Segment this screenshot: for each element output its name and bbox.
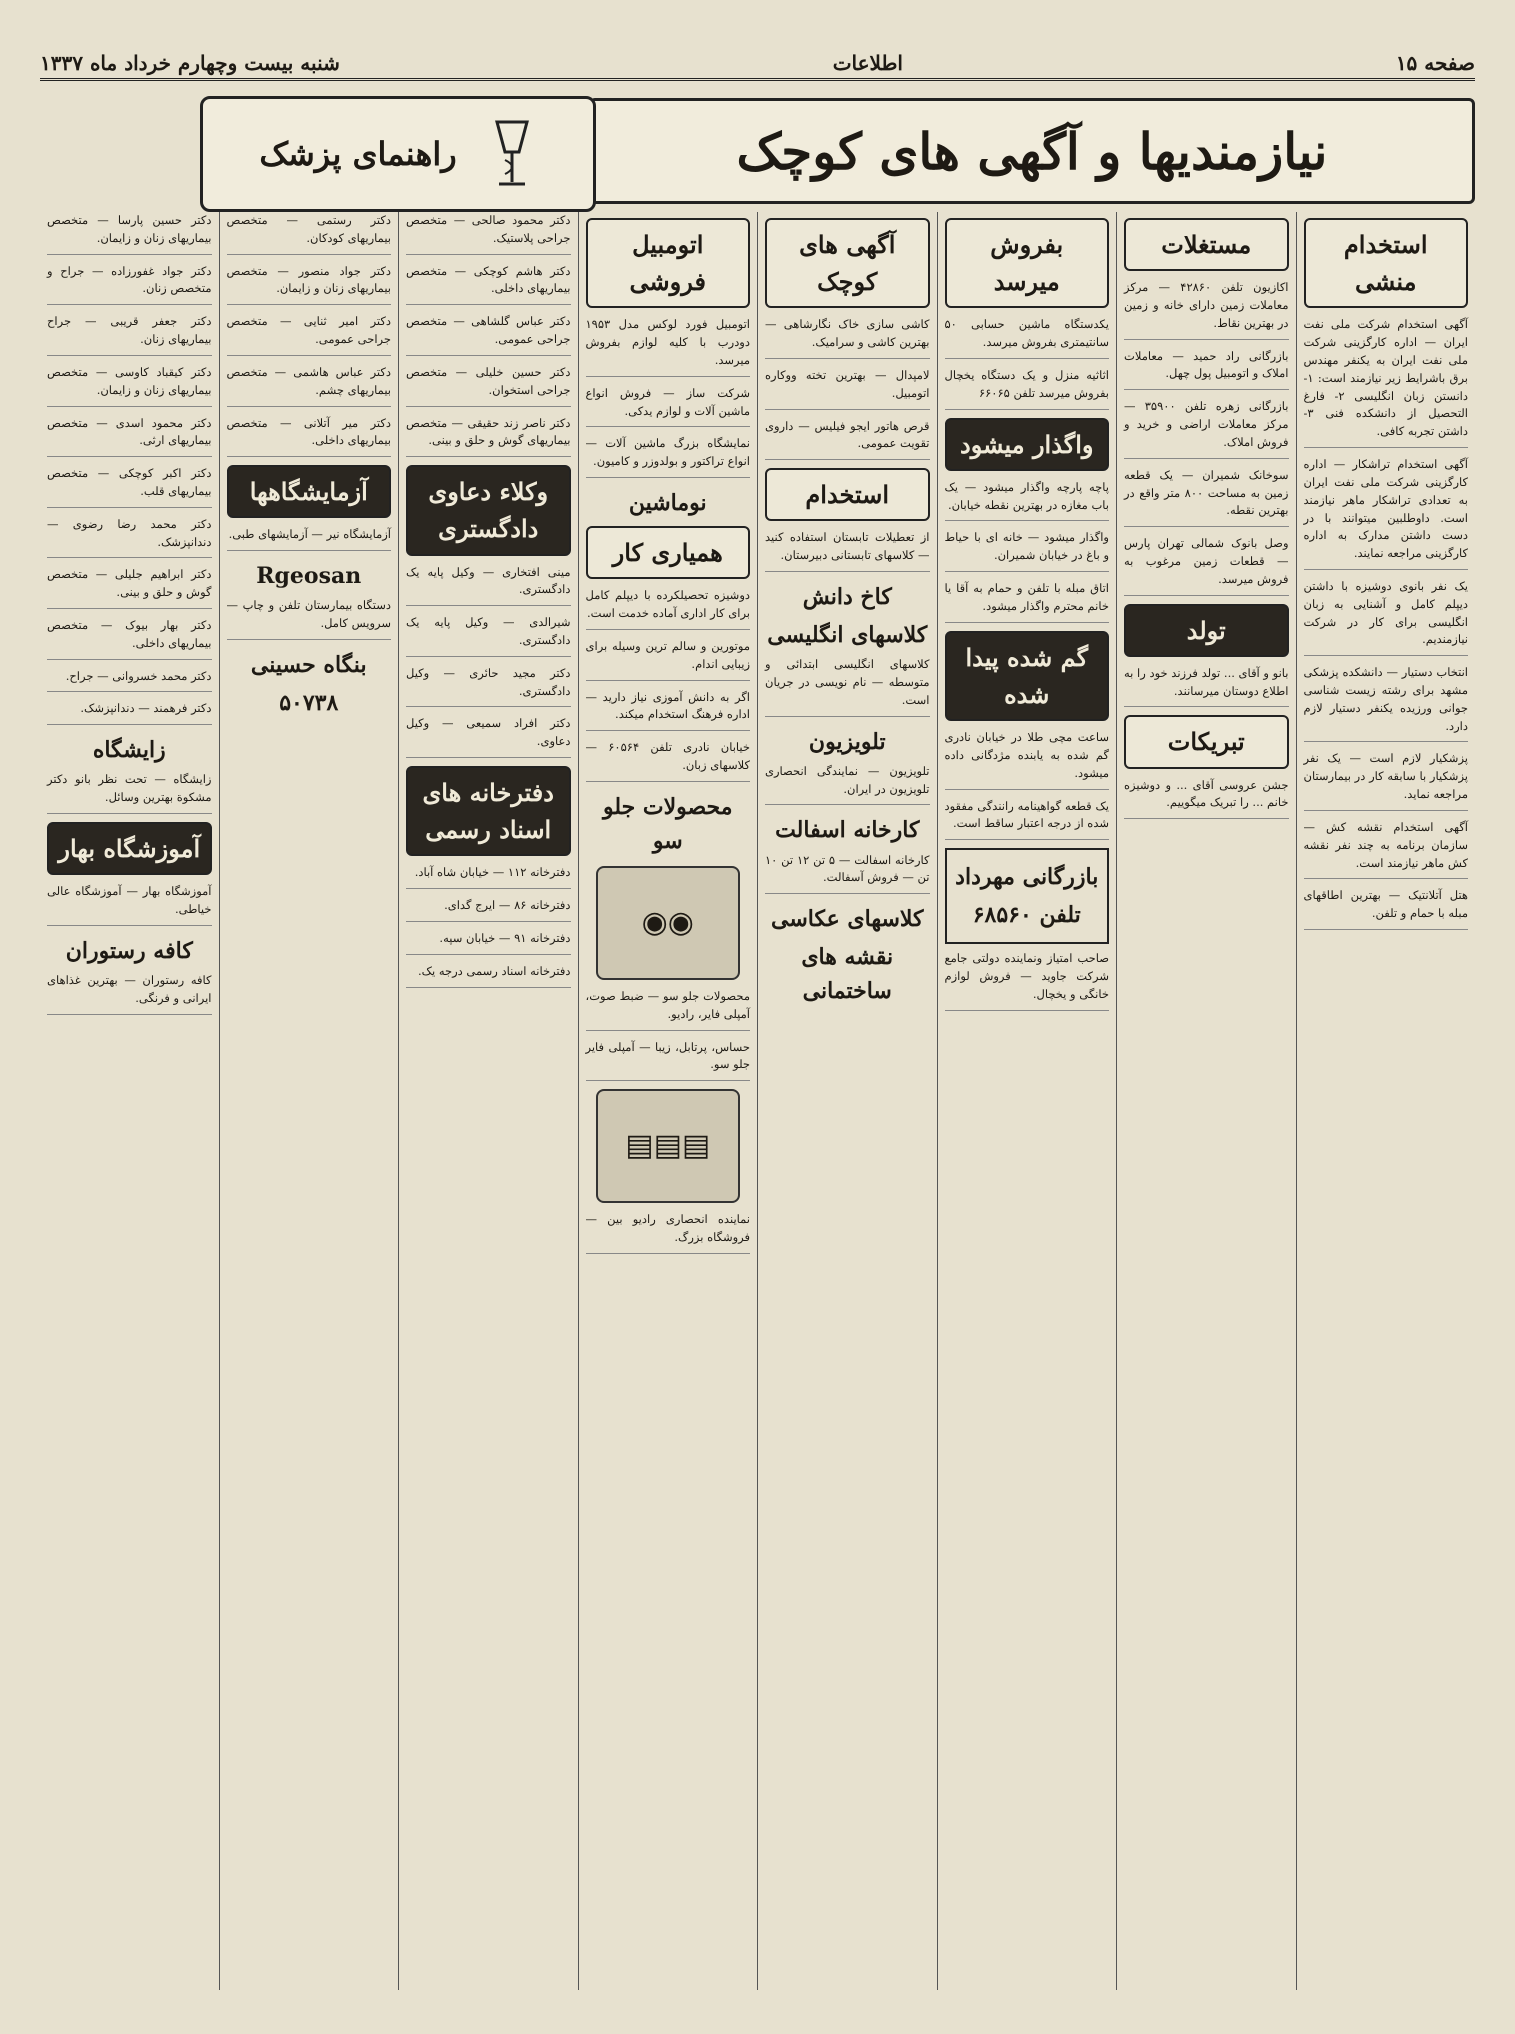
ad-item: آموزشگاه بهار — آموزشگاه عالی خیاطی. (47, 883, 212, 926)
ad-item: پاچه پارچه واگذار میشود — یک باب مغازه در بهترین نقطه خیابان. (945, 479, 1110, 522)
column-5 (578, 212, 758, 1990)
ad-item: دکتر جواد غفورزاده — جراح و متخصص زنان. (47, 263, 212, 306)
ad-item: محصولات جلو سو — ضبط صوت، آمپلی فایر، رادیو. (586, 988, 751, 1031)
ad-item: دفترخانه ۸۶ — ایرج گدای. (406, 897, 571, 922)
section-vakil: وکلاء دعاوی دادگستری (406, 465, 571, 555)
photo-classes-title: کلاسهای عکاسی (770, 906, 924, 933)
radio-illustration (596, 1089, 741, 1203)
ad-item: آگهی استخدام شرکت ملی نفت ایران — اداره کارگزینی شرکت ملی نفت ایران به یکنفر مهندس برق باشرایط زیر نیازمند است: ۱- دانستن زبان انگلیسی ۲- فارغ التحصیل از دانشکده فنی ۳- داشتن تجربه کافی. (1304, 316, 1469, 448)
section-forush: بفروش میرسد (945, 218, 1110, 308)
ad-item: دکتر عباس گلشاهی — متخصص جراحی عمومی. (406, 313, 571, 356)
classifieds-banner (589, 98, 1475, 204)
ad-item: وصل بانوک شمالی تهران پارس — قطعات زمین مرغوب به فروش میرسد. (1124, 535, 1289, 595)
ad-item: دکتر جواد منصور — متخصص بیماریهای زنان و زایمان. (227, 263, 392, 306)
ad-item: پزشکیار لازم است — یک نفر پزشکیار با سابقه کار در بیمارستان مراجعه نماید. (1304, 750, 1469, 810)
column-4 (757, 212, 937, 1990)
building-maps-title: نقشه های ساختمانی (801, 944, 894, 1005)
columns (40, 212, 1475, 1990)
section-gomshode: گم شده پیدا شده (945, 631, 1110, 721)
medical-guide-box (200, 96, 596, 212)
column-8 (40, 212, 219, 1990)
ad-item: اگر به دانش آموزی نیاز دارید — اداره فرهنگ استخدام میکند. (586, 689, 751, 732)
ad-item: شیرالدی — وکیل پایه یک دادگستری. (406, 614, 571, 657)
banner-title: نیازمندیها و آگهی های کوچک (736, 121, 1328, 181)
ad-item: دوشیزه تحصیلکرده با دیپلم کامل برای کار اداری آماده خدمت است. (586, 587, 751, 630)
section-tavallod: تولد (1124, 604, 1289, 657)
ad-item: دکتر جعفر قریبی — جراح بیماریهای زنان. (47, 313, 212, 356)
ad-item: دکتر حسین خلیلی — متخصص جراحی استخوان. (406, 364, 571, 407)
section-agahi-kuchak: آگهی های کوچک (765, 218, 930, 308)
column-6 (398, 212, 578, 1990)
ad-item: دکتر بهار بیوک — متخصص بیماریهای داخلی. (47, 617, 212, 660)
ad-item: یک نفر بانوی دوشیزه با داشتن دیپلم کامل و آشنایی به زبان انگلیسی برای کار در شرکت نیازمندیم. (1304, 578, 1469, 656)
caduceus-icon (487, 112, 537, 196)
section-hamyari: همیاری کار (586, 526, 751, 579)
bazargani-phone: تلفن ۶۸۵۶۰ (972, 902, 1081, 929)
ad-item: دفترخانه ۱۱۲ — خیابان شاه آباد. (406, 864, 571, 889)
ad-item: آگهی استخدام تراشکار — اداره کارگزینی شرکت ملی نفت ایران به تعدادی تراشکار ماهر نیازمند است. داوطلبین میتوانند با در دست داشتن مدارک به اداره کارگزینی مراجعه نمایند. (1304, 456, 1469, 570)
section-azmayeshgah: آزمایشگاهها (227, 465, 392, 518)
ad-item: واگذار میشود — خانه ای با حیاط و باغ در خیابان شمیران. (945, 529, 1110, 572)
column-7 (219, 212, 399, 1990)
section-tabrik: تبریکات (1124, 715, 1289, 768)
english-classes-title: کلاسهای انگلیسی (767, 622, 928, 649)
ad-item: ساعت مچی طلا در خیابان نادری گم شده به یابنده مژدگانی داده میشود. (945, 729, 1110, 789)
ad-item: دکتر حسین پارسا — متخصص بیماریهای زنان و زایمان. (47, 212, 212, 255)
tape-recorder-icon: ◉◉ (641, 904, 694, 940)
ad-item: دکتر هاشم کوچکی — متخصص بیماریهای داخلی. (406, 263, 571, 306)
ad-item: یک قطعه گواهینامه رانندگی مفقود شده از درجه اعتبار ساقط است. (945, 798, 1110, 841)
section-mostaghelat: مستغلات (1124, 218, 1289, 271)
ad-item: هتل آتلانتیک — بهترین اطاقهای مبله با حمام و تلفن. (1304, 887, 1469, 930)
ad-item: دکتر فرهمند — دندانپزشک. (47, 700, 212, 725)
page-header (40, 48, 1475, 81)
ad-item: زایشگاه — تحت نظر بانو دکتر مشکوة بهترین وسائل. (47, 771, 212, 814)
ad-item: دکتر عباس هاشمی — متخصص بیماریهای چشم. (227, 364, 392, 407)
ad-item: اثاثیه منزل و یک دستگاه یخچال بفروش میرسد تلفن ۶۶۰۶۵ (945, 367, 1110, 410)
ad-item: دکتر ناصر زند حقیقی — متخصص بیماریهای گوش و حلق و بینی. (406, 415, 571, 458)
ad-item: بازرگانی زهره تلفن ۳۵۹۰۰ — مرکز معاملات اراضی و خرید و فروش املاک. (1124, 398, 1289, 458)
ad-item: دکتر مجید حائری — وکیل دادگستری. (406, 665, 571, 708)
ad-item: سوخانک شمیران — یک قطعه زمین به مساحت ۸۰۰ متر واقع در بهترین نقطه. (1124, 467, 1289, 527)
ad-item: موتورین و سالم ترین وسیله برای زیبایی اندام. (586, 638, 751, 681)
bazargani-name: بازرگانی مهرداد (955, 864, 1099, 891)
ad-item: کافه رستوران — بهترین غذاهای ایرانی و فرنگی. (47, 972, 212, 1015)
ad-item: نمایشگاه بزرگ ماشین آلات — انواع تراکتور و بولدوزر و کامیون. (586, 435, 751, 478)
ad-item: لامپدال — بهترین تخته ووکاره اتومبیل. (765, 367, 930, 410)
ad-item: دفترخانه اسناد رسمی درجه یک. (406, 963, 571, 988)
bank-title: بنگاه حسینی (250, 651, 367, 678)
radio-icon: ▤▤▤ (625, 1128, 711, 1164)
column-1 (1296, 212, 1476, 1990)
ad-item: حساس، پرتابل، زیبا — آمپلی فایر جلو سو. (586, 1039, 751, 1082)
ad-item: اکازیون تلفن ۴۲۸۶۰ — مرکز معاملات زمین دارای خانه و زمین در بهترین نقاط. (1124, 279, 1289, 339)
bazargani-box (945, 848, 1110, 944)
cafe-title: کافه رستوران (65, 937, 193, 964)
section-estekhdam-2: استخدام (765, 468, 930, 521)
jalusu-products-title: محصولات جلو سو (602, 793, 733, 854)
ad-item: کلاسهای انگلیسی ابتدائی و متوسطه — نام نویسی در جریان است. (765, 656, 930, 716)
ad-item: تلویزیون — نمایندگی انحصاری تلویزیون در ایران. (765, 763, 930, 806)
ad-item: کارخانه اسفالت — ۵ تن ۱۲ تن ۱۰ تن — فروش آسفالت. (765, 852, 930, 895)
section-estekhdam: استخدام منشی (1304, 218, 1469, 308)
ad-item: جشن عروسی آقای ... و دوشیزه خانم ... را تبریک میگوییم. (1124, 777, 1289, 820)
newspaper-name: اطلاعات (832, 51, 903, 75)
nomashin-title: نوماشین (628, 490, 707, 517)
ad-item: دکتر محمود صالحی — متخصص جراحی پلاستیک. (406, 212, 571, 255)
television-title: تلویزیون (808, 728, 886, 755)
ad-item: کاشی سازی خاک نگارشاهی — بهترین کاشی و سرامیک. (765, 316, 930, 359)
ad-item: انتخاب دستیار — دانشکده پزشکی مشهد برای رشته زیست شناسی جوانی ورزیده یکنفر دستیار لازم دارد. (1304, 664, 1469, 742)
ad-item: اتومبیل فورد لوکس مدل ۱۹۵۳ دودرب با کلیه لوازم بفروش میرسد. (586, 316, 751, 376)
ad-item: صاحب امتیاز ونماینده دولتی جامع شرکت جاوید — فروش لوازم خانگی و یخچال. (945, 950, 1110, 1010)
ad-item: اتاق مبله با تلفن و حمام به آقا یا خانم محترم واگذار میشود. (945, 580, 1110, 623)
ad-item: دکتر افراد سمیعی — وکیل دعاوی. (406, 715, 571, 758)
ad-item: دکتر رستمی — متخصص بیماریهای کودکان. (227, 212, 392, 255)
ad-item: شرکت ساز — فروش انواع ماشین آلات و لوازم یدکی. (586, 385, 751, 428)
ad-item: دکتر محمد خسروانی — جراح. (47, 668, 212, 693)
ad-item: مینی افتخاری — وکیل پایه یک دادگستری. (406, 564, 571, 607)
maternity-title: زایشگاه (92, 737, 166, 764)
ad-item: بانو و آقای ... تولد فرزند خود را به اطلاع دوستان میرسانند. (1124, 665, 1289, 708)
rgeosan-title: Rgeosan (256, 563, 362, 590)
medical-guide-title: راهنمای پزشک (259, 135, 457, 173)
column-2 (1116, 212, 1296, 1990)
ad-item: خیابان نادری تلفن ۶۰۵۶۴ — کلاسهای زبان. (586, 739, 751, 782)
ad-item: قرص هاتور ایجو فیلیس — داروی تقویت عمومی. (765, 418, 930, 461)
section-vagozari: واگذار میشود (945, 418, 1110, 471)
ad-item: دستگاه بیمارستان تلفن و چاپ — سرویس کامل. (227, 597, 392, 640)
ad-item: دکتر اکبر کوچکی — متخصص بیماریهای قلب. (47, 465, 212, 508)
ad-item: نماینده انحصاری رادیو بین — فروشگاه بزرگ. (586, 1211, 751, 1254)
ad-item: دکتر ابراهیم جلیلی — متخصص گوش و حلق و بینی. (47, 566, 212, 609)
tape-recorder-illustration (596, 866, 741, 980)
page-number: صفحه ۱۵ (1395, 51, 1475, 75)
ad-item: دکتر کیقباد کاوسی — متخصص بیماریهای زنان و زایمان. (47, 364, 212, 407)
ad-item: دفترخانه ۹۱ — خیابان سپه. (406, 930, 571, 955)
ad-item: آزمایشگاه نیر — آزمایشهای طبی. (227, 526, 392, 551)
ad-item: دکتر میر آتلانی — متخصص بیماریهای داخلی. (227, 415, 392, 458)
ad-item: آگهی استخدام نقشه کش — سازمان برنامه به چند نفر نقشه کش ماهر نیازمند است. (1304, 819, 1469, 879)
ad-item: یکدستگاه ماشین حسابی ۵۰ سانتیمتری بفروش میرسد. (945, 316, 1110, 359)
section-otomobil: اتومبیل فروشی (586, 218, 751, 308)
column-3 (937, 212, 1117, 1990)
section-amuzeshgah: آموزشگاه بهار (47, 822, 212, 875)
bank-phone: ۵۰۷۳۸ (279, 689, 339, 716)
ad-item: دکتر امیر ثنایی — متخصص جراحی عمومی. (227, 313, 392, 356)
ad-item: دکتر محمد رضا رضوی — دندانپزشک. (47, 516, 212, 559)
ad-item: دکتر محمود اسدی — متخصص بیماریهای ارثی. (47, 415, 212, 458)
ad-item: از تعطیلات تابستان استفاده کنید — کلاسهای تابستانی دبیرستان. (765, 529, 930, 572)
section-daftar: دفترخانه های اسناد رسمی (406, 766, 571, 856)
asphalt-factory-title: کارخانه اسفالت (775, 817, 920, 844)
kakh-danesh-title: کاخ دانش (802, 584, 892, 611)
issue-date: شنبه بیست وچهارم خرداد ماه ۱۳۳۷ (40, 51, 340, 75)
ad-item: بازرگانی راد حمید — معاملات املاک و اتومبیل پول چهل. (1124, 348, 1289, 391)
